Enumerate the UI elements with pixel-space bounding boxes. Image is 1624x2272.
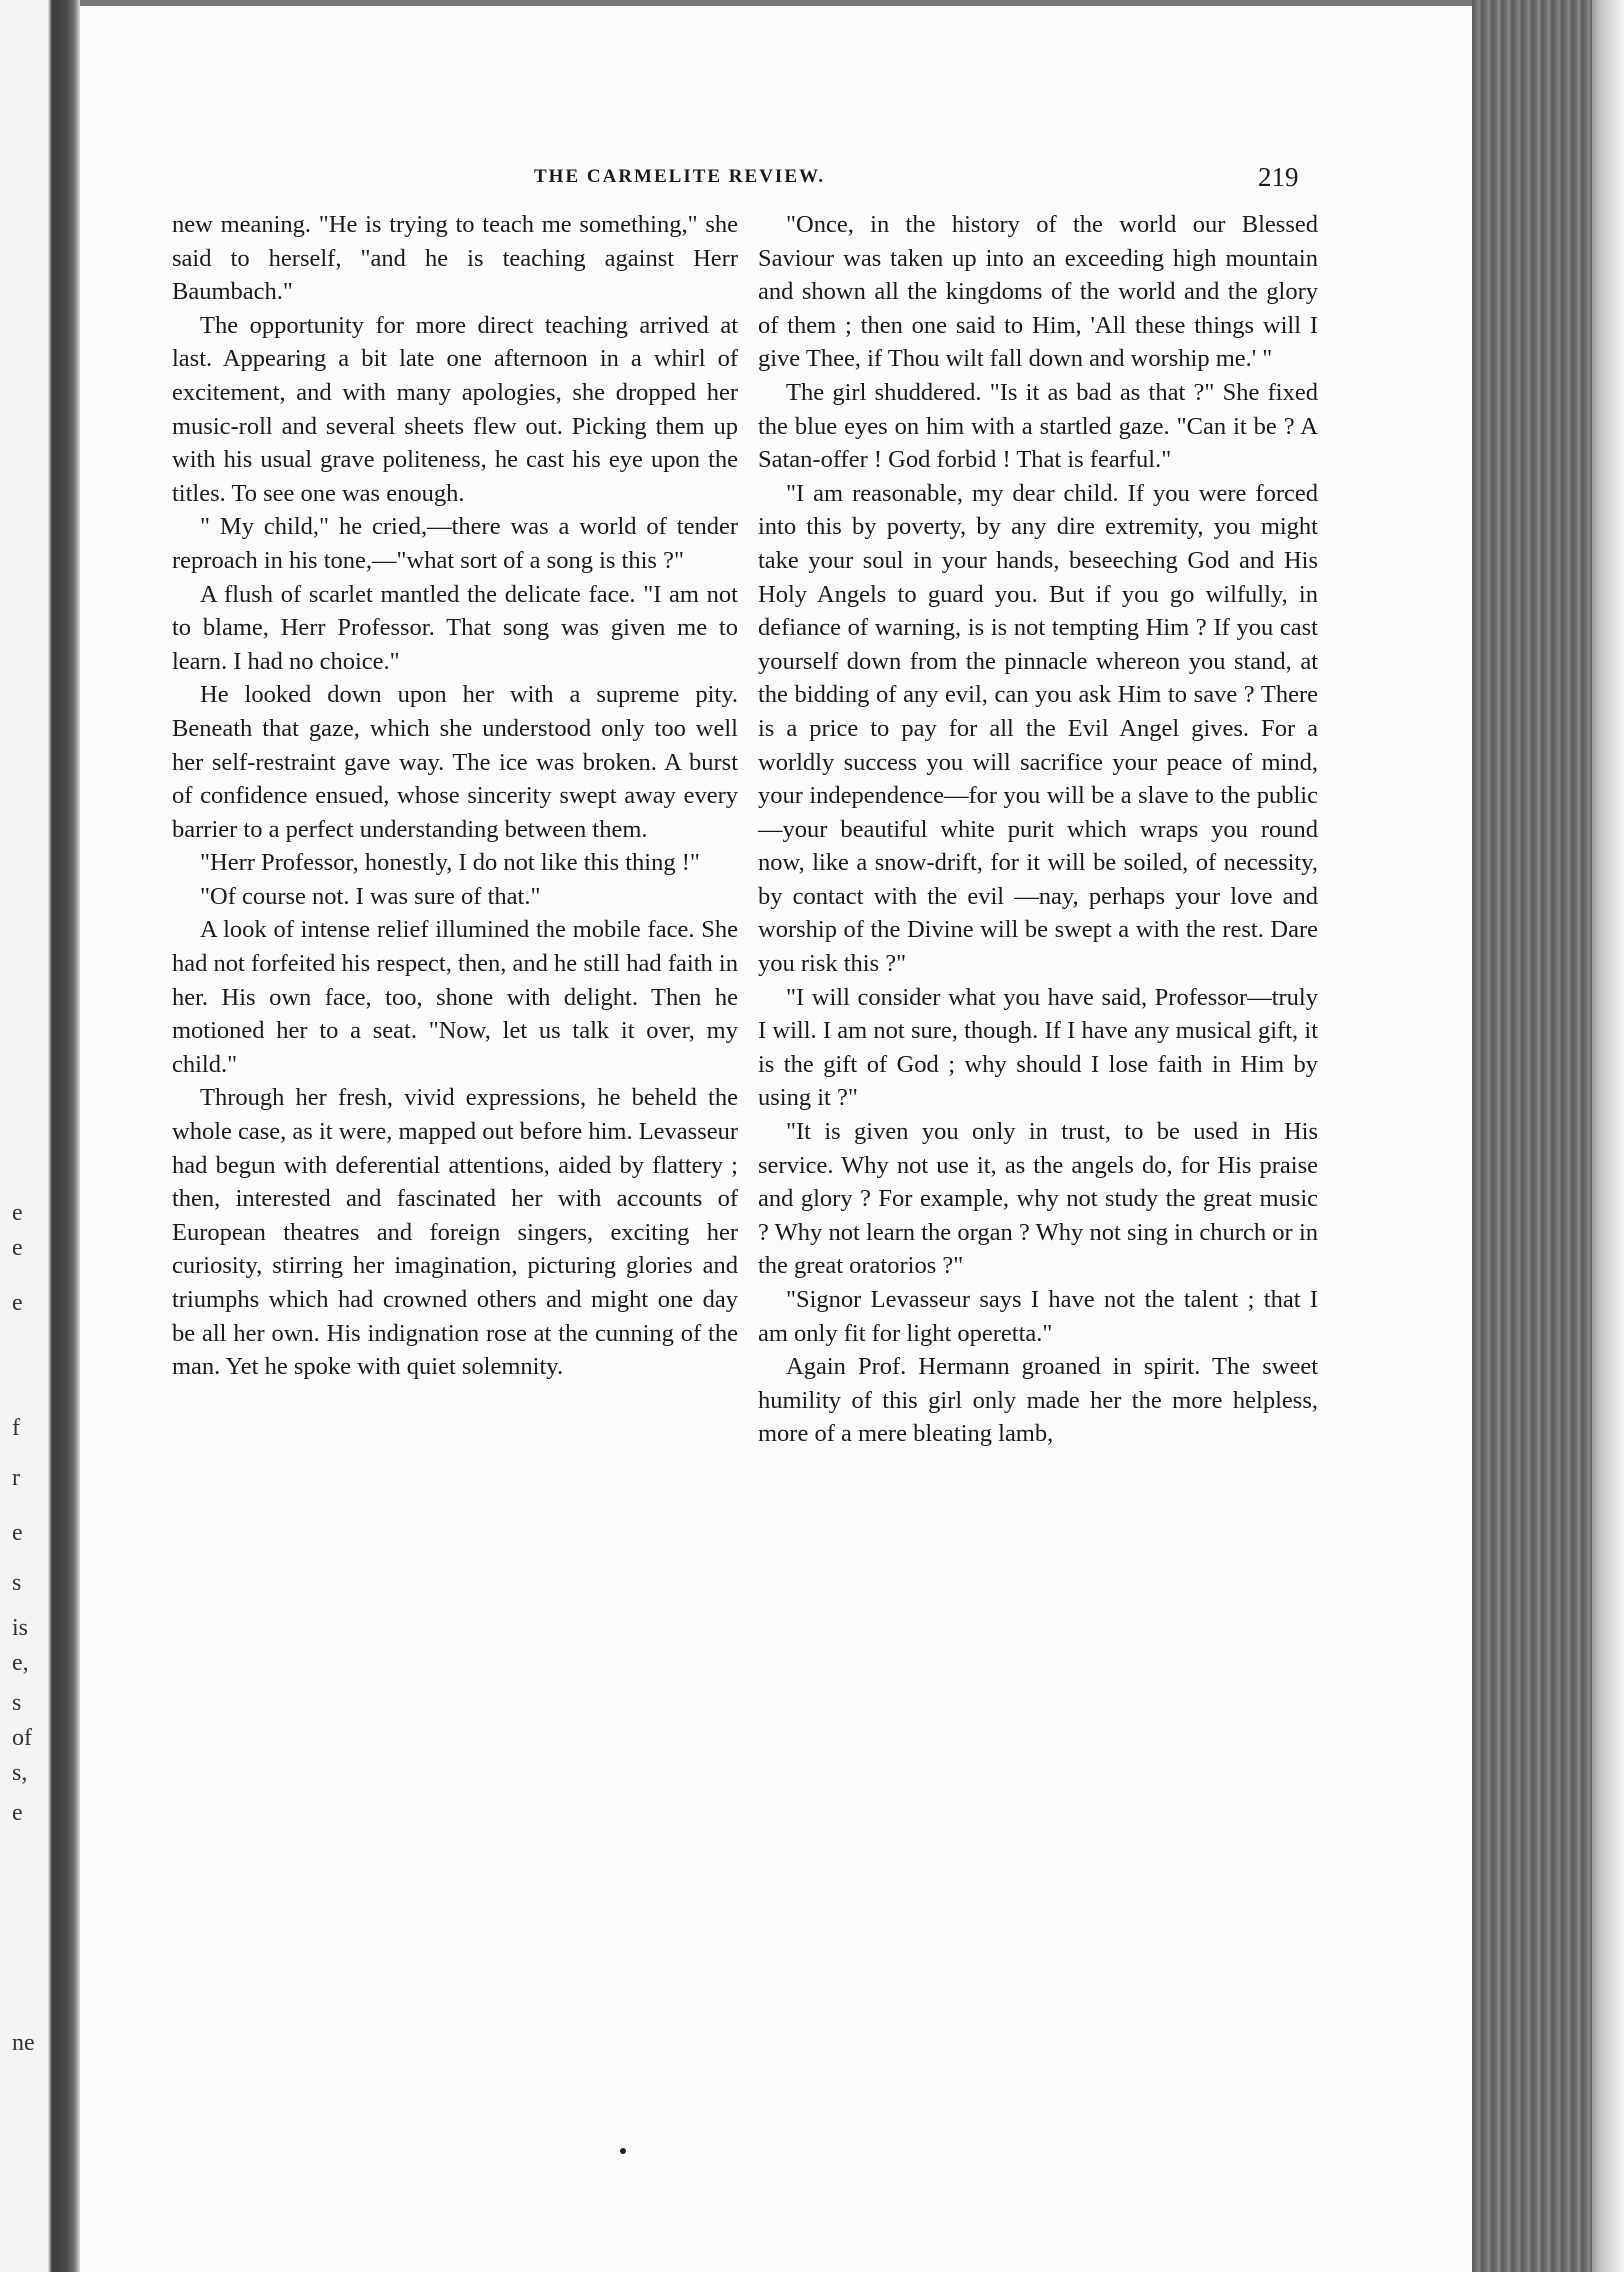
facing-page-fragments [2, 0, 42, 2272]
margin-fragment: s [12, 1570, 22, 1596]
paragraph: A look of intense relief illumined the mobile face. She had not forfeited his respect, then, and he still had faith in her. His own face, too, shone with delight. Then he motioned her to a seat. "Now, let us talk it over, my child." [172, 916, 738, 1078]
paragraph: A flush of scarlet mantled the delicate face. "I am not to blame, Herr Professor. That song was given me to learn. I had no choice." [172, 580, 738, 675]
margin-fragment: e [12, 1200, 23, 1226]
paragraph: The girl shuddered. "Is it as bad as that ?" She fixed the blue eyes on him with a startled gaze. "Can it be ? A Satan-offer ! God forbid ! That is fearful." [758, 378, 1318, 474]
paragraph: Again Prof. Hermann groaned in spirit. The sweet humility of this girl only made her the more helpless, more of a mere bleating lamb, [758, 1353, 1318, 1448]
paragraph: "Of course not. I was sure of that." [200, 882, 541, 910]
page-number: 219 [1258, 162, 1299, 192]
margin-fragment: is [12, 1615, 29, 1641]
margin-fragment: e [12, 1235, 23, 1261]
paragraph: Through her fresh, vivid expressions, he beheld the whole case, as it were, mapped out before him. Levasseur had begun with deferential attentions, aided by flattery ; then, interested and fascinated her with accounts of European theatres and foreign singers, exciting her curiosity, stirring her imagination, picturing glories and triumphs which had crowned others and might one day be all her own. His indignation rose at the cunning of the man. Yet he spoke with quiet solemnity. [172, 1084, 739, 1381]
margin-fragment: r [12, 1465, 20, 1491]
ink-speck [620, 2148, 626, 2154]
margin-fragment: of [12, 1725, 32, 1751]
margin-fragment: e [12, 1800, 23, 1826]
paragraph: "I will consider what you have said, Professor—truly I will. I am not sure, though. If I have any musical gift, it is the gift of God ; why should I lose faith in Him by using it ?" [758, 983, 1318, 1112]
paragraph: " My child," he cried,—there was a world of tender reproach in his tone,—"what sort of a song is this ?" [172, 513, 738, 574]
book-page-block [1472, 0, 1624, 2272]
paragraph: new meaning. "He is trying to teach me something," she said to herself, "and he is teaching against Herr Baumbach." [172, 211, 738, 306]
paragraph: "It is given you only in trust, to be used in His service. Why not use it, as the angels do, for His praise and glory ? For example, why not study the great music ? Why not learn the organ ? Why not sing in church or in the great oratorios ?" [758, 1118, 1318, 1280]
paragraph: "Signor Levasseur says I have not the talent ; that I am only fit for light operetta." [758, 1286, 1318, 1347]
margin-fragment: e [12, 1520, 23, 1546]
top-edge-line [0, 0, 1624, 6]
margin-fragment: s, [12, 1760, 28, 1786]
paragraph: "Once, in the history of the world our Blessed Saviour was taken up into an exceeding high mountain and shown all the kingdoms of the world and the glory of them ; then one said to Him, 'All these things will I give Thee, if Thou wilt fall down and worship me.' " [758, 211, 1318, 373]
text-column-right [758, 208, 1318, 1451]
running-head: THE CARMELITE REVIEW. [534, 166, 825, 187]
margin-fragment: e, [12, 1650, 29, 1676]
paragraph: "Herr Professor, honestly, I do not like this thing !" [200, 849, 700, 877]
margin-fragment: f [12, 1415, 20, 1441]
text-column-left [172, 208, 738, 1384]
margin-fragment: e [12, 1290, 23, 1316]
margin-fragment: s [12, 1690, 22, 1716]
paragraph: The opportunity for more direct teaching arrived at last. Appearing a bit late one afternoon in a whirl of excitement, and with many apologies, she dropped her music-roll and several sheets flew out. Picking them up with his usual grave politeness, he cast his eye upon the titles. To see one was enough. [172, 311, 738, 507]
paragraph: "I am reasonable, my dear child. If you were forced into this by poverty, by any dire extremity, you might take your soul in your hands, beseeching God and His Holy Angels to guard you. But if you go wilfully, in defiance of warning, is is not tempting Him ? If you cast yourself down from the pinnacle whereon you stand, at the bidding of any evil, can you ask Him to save ? There is a price to pay for all the Evil Angel gives. For a worldly success you will sacrifice your peace of mind, your independence—for you will be a slave to the public—your beautiful white purit which wraps you round now, like a snow-drift, for it will be soiled, of necessity, by contact with the evil —nay, perhaps your love and worship of the Divine will be swept a with the rest. Dare you risk this ?" [758, 479, 1318, 978]
page-header [0, 162, 1472, 202]
paragraph: He looked down upon her with a supreme pity. Beneath that gaze, which she understood only too well her self-restraint gave way. The ice was broken. A burst of confidence ensued, whose sincerity swept away every barrier to a perfect understanding between them. [172, 681, 738, 843]
margin-fragment: ne [12, 2030, 35, 2056]
